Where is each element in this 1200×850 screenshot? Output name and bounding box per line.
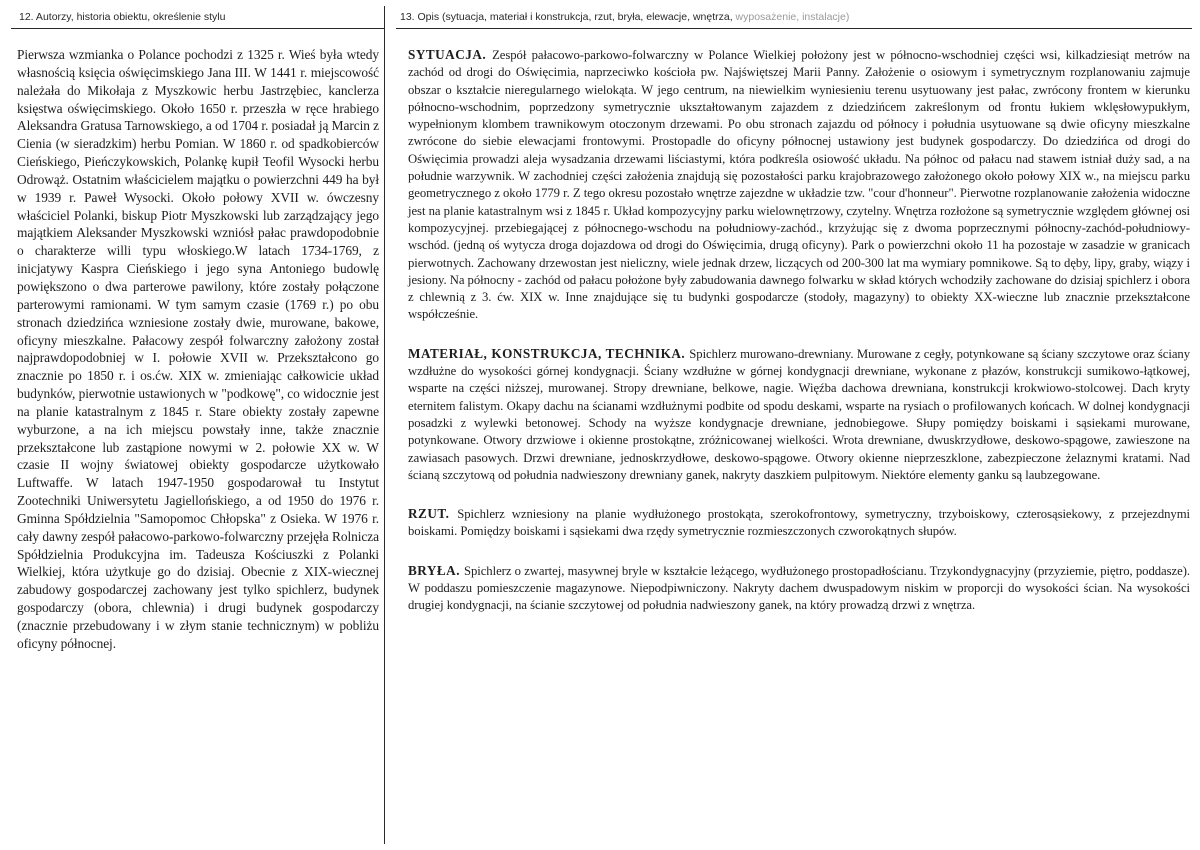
section-bryla <box>408 562 1190 615</box>
right-column <box>396 6 1192 844</box>
section-text: Zespół pałacowo-parkowo-folwarczny w Polance Wielkiej położony jest w północno-wschodniej części wsi, kilkadziesiąt metrów na zachód od drogi do Oświęcimia, naprzeciwko kościoła pw. Najświętszej Marii Panny. Założenie o osiowym i symetrycznym rozplanowaniu zajmuje obszar o kształcie nieregularnego wielokąta. W jego centrum, na niewielkim wyniesieniu terenu usytuowany jest pałac, zwrócony frontem w kierunku północno-wschodnim, poprzedzony symetrycznie ukształtowanym zajazdem z dziedzińcem zakreślonym od frontu łukiem wklęsłowypukłym, wypełnionym klombem trawnikowym otoczonym drzewami. Po obu stronach zajazdu od północy i południa usytuowane są dwie oficyny mieszkalne zwrócone do siebie elewacjami frontowymi. Prostopadle do oficyny północnej ustawiony jest budynek gospodarczy. Do dziedzińca od drogi do Oświęcimia prowadzi aleja wysadzania drzewami liściastymi, która podkreśla osiowość układu. Na północ od pałacu nad stawem istniał duży sad, a na południe warzywnik. W zachodniej części założenia znajdują się pozostałości parku krajobrazowego założonego około połowy XIX w., na miejscu parku geometrycznego z około 1779 r. Z tego okresu pozostało wnętrze zajezdne w układzie tzw. "cour d'honneur". Pierwotne rozplanowanie założenia widoczne jest na planie katastralnym wsi z 1845 r. Układ kompozycyjny parku wielownętrzowy, czytelny. Wnętrza rozłożone są symetrycznie względem głównej osi kompozycyjnej. przebiegającej z północnego-wschodu na południowy-zachód., krzyżując się z dwoma poprzecznymi północny-zachód-południowy-wschód. (jedną oś wytycza droga dojazdowa od drogi do Oświęcimia, drugą oficyny). Park o powierzchni około 11 ha pozostaje w zasadzie w granicach pierwotnych. Zachowany drzewostan jest nieliczny, wiele jednak drzew, liczących od 200-300 lat ma wymiary pomnikowe. Są to dęby, lipy, graby, wiązy i jesiony. Na północny - zachód od pałacu położone były zabudowania dawnego folwarku w skład których wchodziły zachowane do dzisiaj spichlerz i obora z chlewnią z 3. ćw. XIX w. Inne znajdujące się tu budynki gospodarcze (stodoły, magazyny) to obiekty XX-wieczne lub znacznie przekształcone współcześnie. <box>408 48 1191 322</box>
section-rzut <box>408 505 1190 541</box>
section-text: Spichlerz wzniesiony na planie wydłużonego prostokąta, szerokofrontowy, symetryczny, trzyboiskowy, czterosąsiekowy, z przejezdnymi boiskami. Pomiędzy boiskami i sąsiekami dwa rzędy symetrycznie rozmieszczonych czworokątnych słupów. <box>408 507 1190 539</box>
section-heading: BRYŁA. <box>408 562 464 578</box>
section-text: Spichlerz o zwartej, masywnej bryle w kształcie leżącego, wydłużonego prostopadłościanu. Trzykondygnacyjny (przyziemie, piętro, poddasze). W poddaszu pomieszczenie magazynowe. Niepodpiwniczony. Nakryty dachem dwuspadowym niskim w proporcji do wysokości ścian. Na wysokości drugiej kondygnacji, na ścianie szczytowej od południa nadwieszony ganek, na który prowadzą drzwi z wnętrza. <box>408 563 1190 613</box>
description-body <box>408 46 1190 615</box>
history-text: Pierwsza wzmianka o Polance pochodzi z 1325 r. Wieś była wtedy własnością księcia oświęcimskiego Jana III. W 1441 r. miejscowość należała do Mikołaja z Myszkowic herbu Jastrzębiec, kanclerza księstwa oświęcimskiego. Około 1650 r. przeszła w ręce hrabiego Aleksandra Gratusa Tarnowskiego, a od 1704 r. posiadał ją Marcin z Cienia (w sieradzkim) herbu Pomian. W 1860 r. od spadkobierców Cieńskiego, Pieńczykowskich, Polankę kupił Teofil Wysocki herbu Odrowąż. Ostatnim właścicielem majątku o powierzchni 449 ha był w 1939 r. Paweł Wysocki. Około połowy XVII w. ówczesny właściciel Polanki, biskup Piotr Myszkowski lub zarządzający jego majątkiem Aleksander Myszkowski wzniósł pałac prawdopodobnie o charakterze willi typu włoskiego.W latach 1734-1769, z inicjatywy Kaspra Cieńskiego i jego syna Antoniego budowlę powiększono o dwa parterowe pawilony, które zostały połączone parterowymi ramionami. W tym samym czasie (1769 r.) po obu stronach dziedzińca wzniesione zostały dwie, murowane, bakowe, oficyny mieszkalne. Pałacowy zespół folwarczny założony został najprawdopodobniej w I. połowie XVII w. Przekształcono go znacznie po 1850 r. i os.ćw. XIX w. zmieniając całkowicie układ budynków, pierwotnie ustawionych w "podkowę", co widocznie jest na planie katastralnym z 1845 r. Stare obiekty zostały zapewne wyburzone, a na ich miejscu powstały inne, także znacznie przekształcone lub zastąpione nowymi w 2. połowie XX w. W czasie II wojny światowej obiekty gospodarcze użytkowało Luftwaffe. W latach 1947-1950 gospodarował tu Instytut Zootechniki Uniwersytetu Jagiellońskiego, a od 1950 do 1976 r. Gminna Spółdzielnia "Samopomoc Chłopska" z Osieka. W 1976 r. cały dawny zespół pałacowo-parkowo-folwarczny przejęła Rolnicza Spółdzielnia Produkcyjna im. Tadeusza Kościuszki z Polanki Wielkiej, która użytkuje go do dzisiaj. Obecnie z XIX-wiecznej zabudowy gospodarczej zachowany jest tylko spichlerz, budynek gospodarczy (obora, chlewnia) i drugi budynek gospodarczy (znacznie przebudowany i w złym stanie technicznym) w pobliżu oficyny północnej. <box>17 47 379 651</box>
right-header-faded-text: wyposażenie, instalacje) <box>735 11 850 23</box>
section-material <box>408 345 1190 484</box>
right-header <box>396 6 1192 29</box>
left-header <box>11 6 384 29</box>
right-header-text: 13. Opis (sytuacja, materiał i konstrukcja, rzut, bryła, elewacje, wnętrza, <box>400 11 736 23</box>
section-text: Spichlerz murowano-drewniany. Murowane z cegły, potynkowane są ściany szczytowe oraz ściany wzdłużne do wysokości górnej kondygnacji. Ściany wzdłużne w górnej kondygnacji drewniane, wykonane z płazów, konstrukcji sumikowo-łątkowej, wsparte na części niższej, murowanej. Stropy drewniane, belkowe, nagie. Więźba dachowa drewniana, konstrukcji krokwiowo-stolcowej. Dach kryty eternitem falistym. Okapy dachu na ścianami wzdłużnymi podbite od spodu deskami, wsparte na rysiach o profilowanych końcach. W dolnej kondygnacji posadzki z wylewki betonowej. Schody na wyższe kondygnacje drewniane, jednobiegowe. Słupy pomiędzy boiskami i sąsiekami murowane, potynkowane. Otwory drzwiowe i okienne prostokątne, zróżnicowanej wielkości. Wrota drewniane, dwuskrzydłowe, deskowo-spągowe, zawieszone na zawiasach pasowych. Drzwi drewniane, jednoskrzydłowe, deskowo-spągowe. Otwory okienne nieprzeszklone, zabezpieczone żelaznymi kratami. Nad ścianą szczytową od południa nadwieszony drewniany ganek, nakryty daszkiem pulpitowym. Niektóre elementy ganku są laubzegowane. <box>408 346 1190 482</box>
section-heading: MATERIAŁ, KONSTRUKCJA, TECHNIKA. <box>408 345 690 361</box>
section-heading: RZUT. <box>408 506 458 522</box>
section-heading: SYTUACJA. <box>408 47 493 62</box>
left-column <box>11 6 385 844</box>
left-header-text: 12. Autorzy, historia obiektu, określenie stylu <box>19 11 226 23</box>
section-sytuacja <box>408 46 1190 324</box>
